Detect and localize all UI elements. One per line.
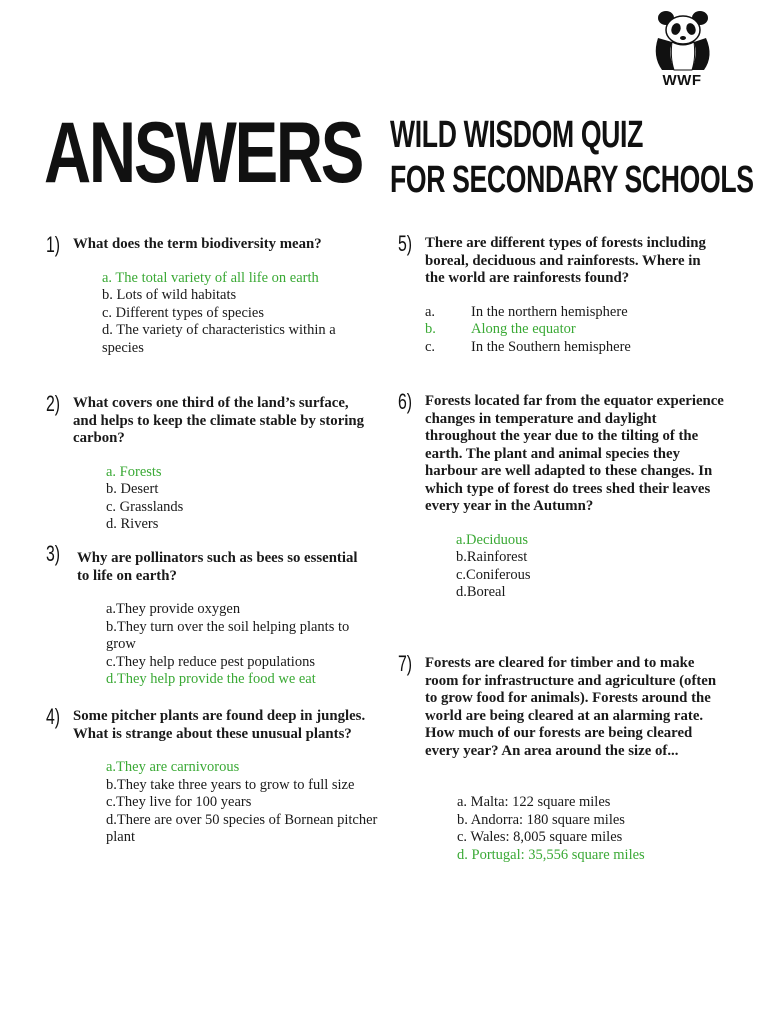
answer-option: a.They provide oxygen (106, 601, 241, 617)
answer-option: b.They take three years to grow to full size (106, 776, 355, 793)
question-1 (46, 232, 376, 357)
question-7 (398, 651, 728, 864)
option-letter: b. (425, 321, 436, 337)
option-letter: a. (425, 303, 436, 320)
answer-option: a.They are carnivorous (106, 759, 240, 775)
question-number: 4) (46, 704, 61, 729)
option-letter: c. (425, 338, 436, 355)
answer-option: d.They help provide the food we eat (106, 671, 316, 687)
question-text: What covers one third of the land’s surface, and helps to keep the climate stable by storing carbon? (73, 395, 365, 446)
page-title: ANSWERS (44, 105, 363, 201)
question-number: 5) (398, 231, 413, 256)
answer-option: d. The variety of characteristics within a species (102, 322, 336, 356)
question-text: Forests located far from the equator experience changes in temperature and daylight throughout the year due to the tilting of the earth. The plant and animal species they harbour are well adapted to these changes. In which type of forest do trees shed their leaves every year in the Autumn? (425, 393, 724, 514)
answer-option: c.They live for 100 years (106, 794, 252, 810)
question-text: Forests are cleared for timber and to make room for infrastructure and agriculture (often to grow food for animals). Forests around the world are being cleared at an alarming rate. How much of our forests are being cleared every year? An area around the size of... (425, 655, 717, 759)
question-2 (46, 391, 376, 534)
answer-option: c. Grasslands (106, 498, 184, 515)
answer-option: c. Different types of species (102, 304, 264, 321)
panda-logo-icon (648, 8, 716, 72)
question-text: Why are pollinators such as bees so essential to life on earth? (77, 550, 358, 584)
answer-option: a. Forests (106, 463, 162, 480)
question-text: There are different types of forests including boreal, deciduous and rainforests. Where in the world are rainforests found? (425, 235, 706, 286)
answer-option (425, 339, 728, 357)
answer-option: d. Portugal: 35,556 square miles (457, 846, 645, 863)
answer-option: b.They turn over the soil helping plants to grow (106, 618, 350, 652)
subtitle-line-2: FOR SECONDARY SCHOOLS (390, 159, 754, 201)
answer-option: c.Coniferous (456, 566, 531, 583)
question-number: 1) (46, 232, 61, 257)
option-text: Along the equator (471, 321, 576, 337)
question-6 (398, 389, 728, 602)
question-number: 3) (46, 541, 61, 566)
answer-option: a. Malta: 122 square miles (457, 794, 611, 810)
question-text: What does the term biodiversity mean? (73, 236, 322, 252)
answer-option: d.There are over 50 species of Bornean pitcher plant (106, 811, 378, 845)
option-text: In the Southern hemisphere (471, 338, 631, 355)
subtitle-line-1: WILD WISDOM QUIZ (390, 114, 643, 156)
answer-option: d. Rivers (106, 516, 159, 532)
question-number: 2) (46, 391, 61, 416)
question-number: 6) (398, 389, 413, 414)
answer-option: b. Andorra: 180 square miles (457, 811, 625, 828)
answer-option: b. Desert (106, 481, 159, 497)
logo-text: WWF (662, 72, 702, 89)
answer-option: c.They help reduce pest populations (106, 653, 315, 670)
wwf-logo (648, 8, 716, 94)
answer-option: c. Wales: 8,005 square miles (457, 829, 623, 845)
option-text: In the northern hemisphere (471, 303, 628, 320)
answer-option: a.Deciduous (456, 531, 529, 548)
answer-option: d.Boreal (456, 584, 506, 600)
question-text: Some pitcher plants are found deep in jungles. What is strange about these unusual plants? (73, 708, 366, 742)
question-3 (46, 541, 376, 689)
question-4 (46, 704, 386, 847)
answer-option: b.Rainforest (456, 549, 528, 565)
answer-option (425, 304, 728, 322)
answer-option: b. Lots of wild habitats (102, 287, 237, 303)
answer-option (425, 321, 728, 339)
question-5 (398, 231, 728, 356)
question-number: 7) (398, 651, 413, 676)
answer-option: a. The total variety of all life on earth (102, 269, 319, 286)
